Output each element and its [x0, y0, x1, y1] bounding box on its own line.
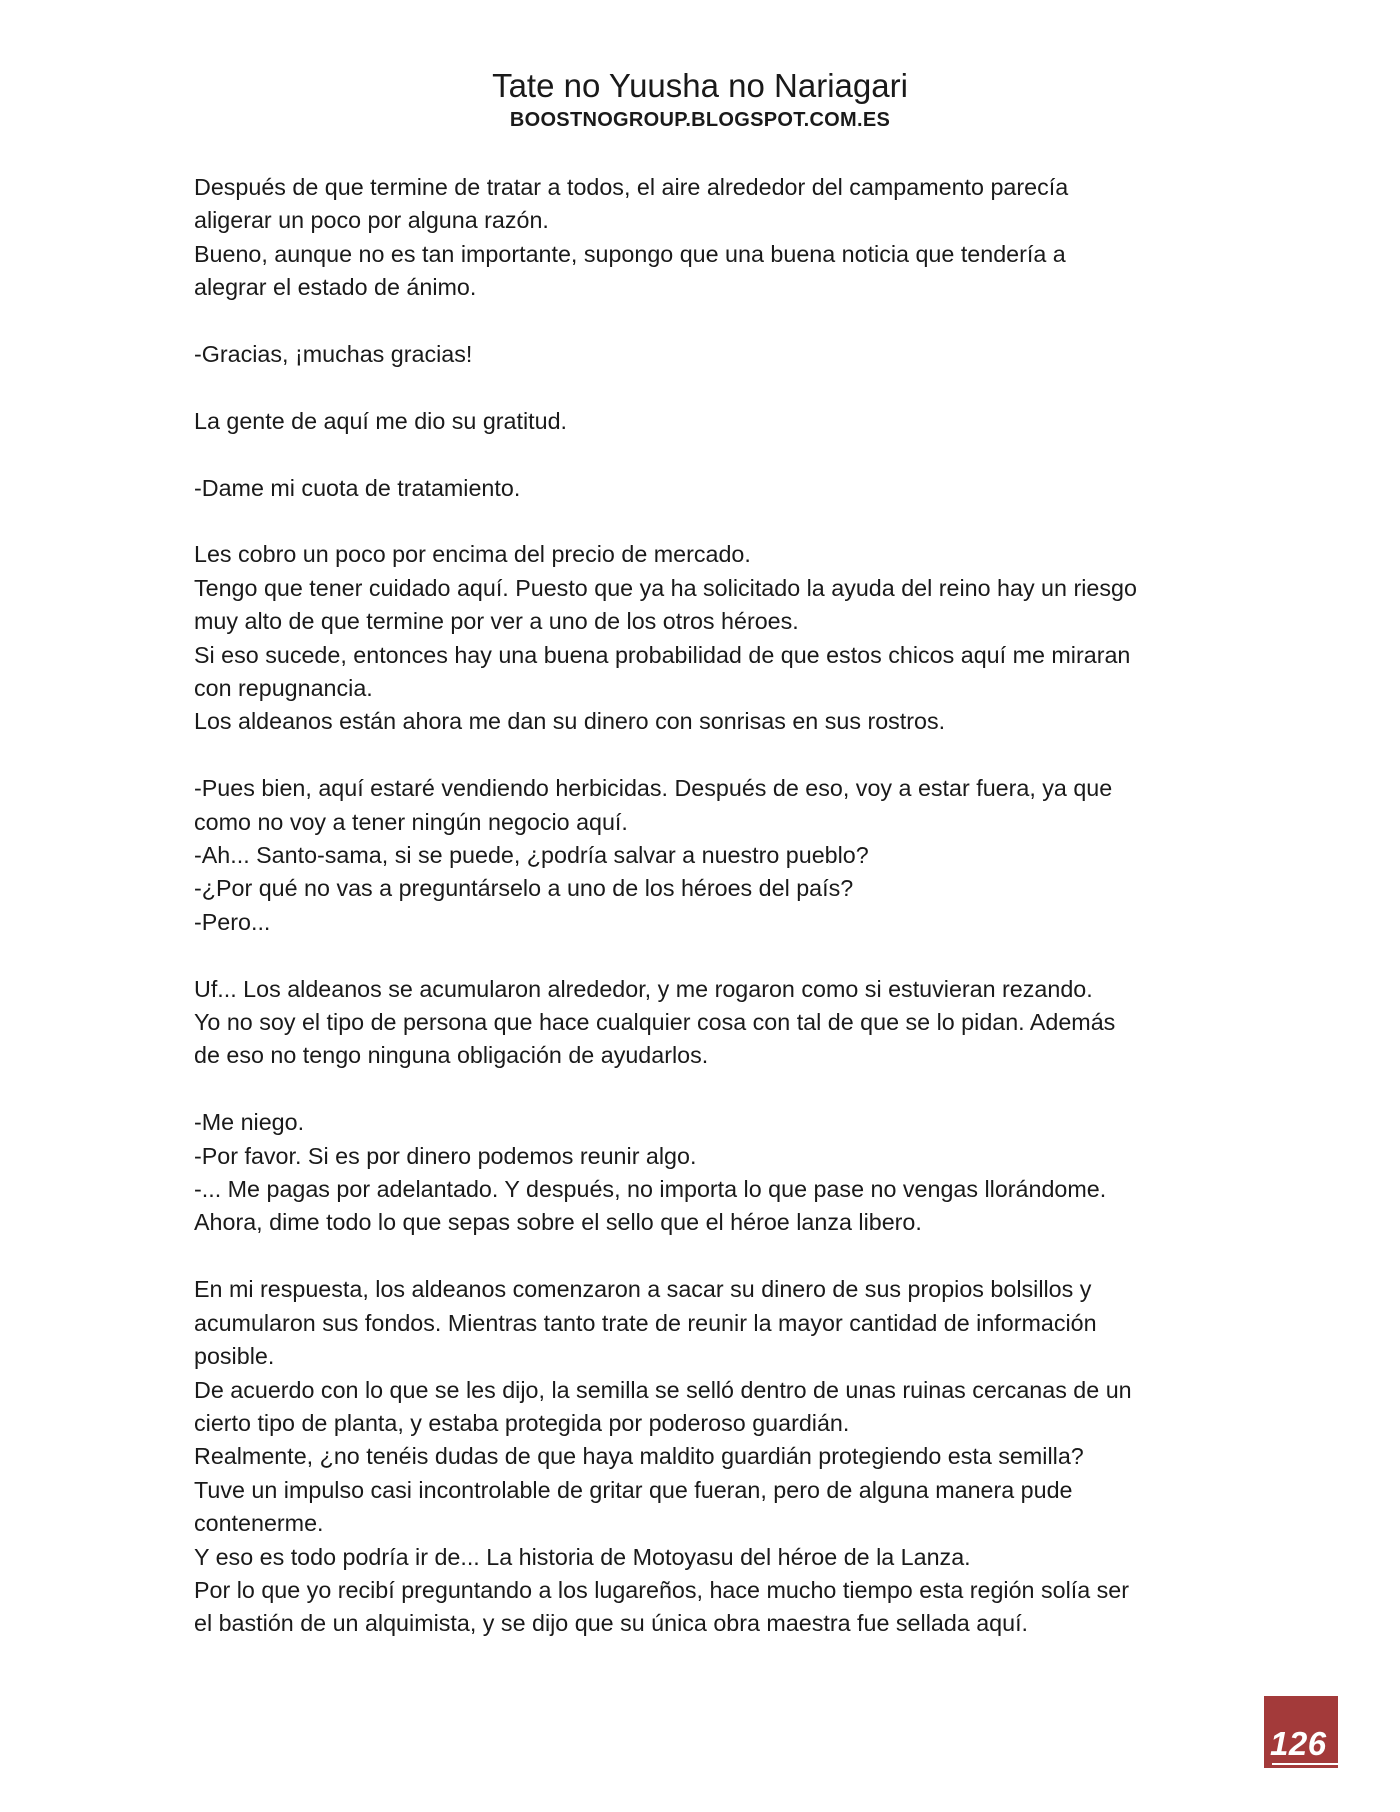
text-line: acumularon sus fondos. Mientras tanto trate de reunir la mayor cantidad de información	[194, 1309, 1097, 1336]
paragraph-gap	[194, 1240, 1234, 1273]
text-line: Yo no soy el tipo de persona que hace cualquier cosa con tal de que se lo pidan. Además	[194, 1009, 1116, 1036]
paragraph	[194, 1273, 1234, 1640]
paragraph	[194, 538, 1234, 738]
text-line: Bueno, aunque no es tan importante, supongo que una buena noticia que tendería a	[194, 240, 1066, 267]
text-line: La gente de aquí me dio su gratitud.	[194, 407, 568, 434]
text-line: posible.	[194, 1343, 275, 1370]
text-line: muy alto de que termine por ver a uno de los otros héroes.	[194, 608, 799, 635]
text-line: Les cobro un poco por encima del precio de mercado.	[194, 541, 751, 568]
paragraph	[194, 772, 1234, 939]
text-line: Ahora, dime todo lo que sepas sobre el sello que el héroe lanza libero.	[194, 1209, 922, 1236]
text-line: -Ah... Santo-sama, si se puede, ¿podría salvar a nuestro pueblo?	[194, 842, 869, 869]
text-line: cierto tipo de planta, y estaba protegida por poderoso guardián.	[194, 1409, 850, 1436]
text-line: Uf... Los aldeanos se acumularon alrededor, y me rogaron como si estuvieran rezando.	[194, 975, 1093, 1002]
paragraph	[194, 1106, 1234, 1240]
text-line: -Por favor. Si es por dinero podemos reunir algo.	[194, 1142, 697, 1169]
text-line: contenerme.	[194, 1510, 324, 1537]
paragraph	[194, 171, 1234, 305]
text-line: con repugnancia.	[194, 675, 373, 702]
paragraph	[194, 472, 1234, 505]
text-line: aligerar un poco por alguna razón.	[194, 207, 549, 234]
page-body	[194, 171, 1234, 1641]
paragraph-gap	[194, 371, 1234, 404]
text-line: alegrar el estado de ánimo.	[194, 274, 477, 301]
paragraph-gap	[194, 505, 1234, 538]
text-line: Realmente, ¿no tenéis dudas de que haya maldito guardián protegiendo esta semilla?	[194, 1443, 1084, 1470]
text-line: de eso no tengo ninguna obligación de ayudarlos.	[194, 1042, 709, 1069]
paragraph-gap	[194, 939, 1234, 972]
text-line: Los aldeanos están ahora me dan su dinero con sonrisas en sus rostros.	[194, 708, 946, 735]
book-title: Tate no Yuusha no Nariagari	[492, 67, 908, 104]
text-line: Y eso es todo podría ir de... La historia de Motoyasu del héroe de la Lanza.	[194, 1543, 971, 1570]
text-line: Por lo que yo recibí preguntando a los lugareños, hace mucho tiempo esta región solía ser	[194, 1576, 1130, 1603]
paragraph-gap	[194, 438, 1234, 471]
page-number-underline	[1272, 1763, 1342, 1765]
text-line: -Pues bien, aquí estaré vendiendo herbicidas. Después de eso, voy a estar fuera, ya que	[194, 775, 1113, 802]
text-line: Tengo que tener cuidado aquí. Puesto que ya ha solicitado la ayuda del reino hay un riesgo	[194, 574, 1137, 601]
text-line: -Pero...	[194, 908, 271, 935]
text-line: -Gracias, ¡muchas gracias!	[194, 341, 473, 368]
paragraph-gap	[194, 739, 1234, 772]
page-number: 126	[1270, 1725, 1327, 1762]
text-line: -¿Por qué no vas a preguntárselo a uno de los héroes del país?	[194, 875, 854, 902]
text-line: -Dame mi cuota de tratamiento.	[194, 474, 521, 501]
text-line: Tuve un impulso casi incontrolable de gritar que fueran, pero de alguna manera pude	[194, 1476, 1073, 1503]
text-line: En mi respuesta, los aldeanos comenzaron a sacar su dinero de sus propios bolsillos y	[194, 1276, 1092, 1303]
text-line: De acuerdo con lo que se les dijo, la semilla se selló dentro de unas ruinas cercanas de un	[194, 1376, 1132, 1403]
paragraph	[194, 973, 1234, 1073]
text-line: -Me niego.	[194, 1109, 305, 1136]
text-line: como no voy a tener ningún negocio aquí.	[194, 808, 628, 835]
paragraph	[194, 405, 1234, 438]
paragraph-gap	[194, 305, 1234, 338]
text-line: Después de que termine de tratar a todos, el aire alrededor del campamento parecía	[194, 174, 1069, 200]
paragraph-gap	[194, 1073, 1234, 1106]
page-header	[0, 66, 1400, 134]
text-line: Si eso sucede, entonces hay una buena probabilidad de que estos chicos aquí me miraran	[194, 641, 1131, 668]
site-url: BOOSTNOGROUP.BLOGSPOT.COM.ES	[509, 109, 891, 131]
text-line: -... Me pagas por adelantado. Y después, no importa lo que pase no vengas llorándome.	[194, 1176, 1107, 1203]
paragraph	[194, 338, 1234, 371]
text-line: el bastión de un alquimista, y se dijo que su única obra maestra fue sellada aquí.	[194, 1610, 1029, 1637]
